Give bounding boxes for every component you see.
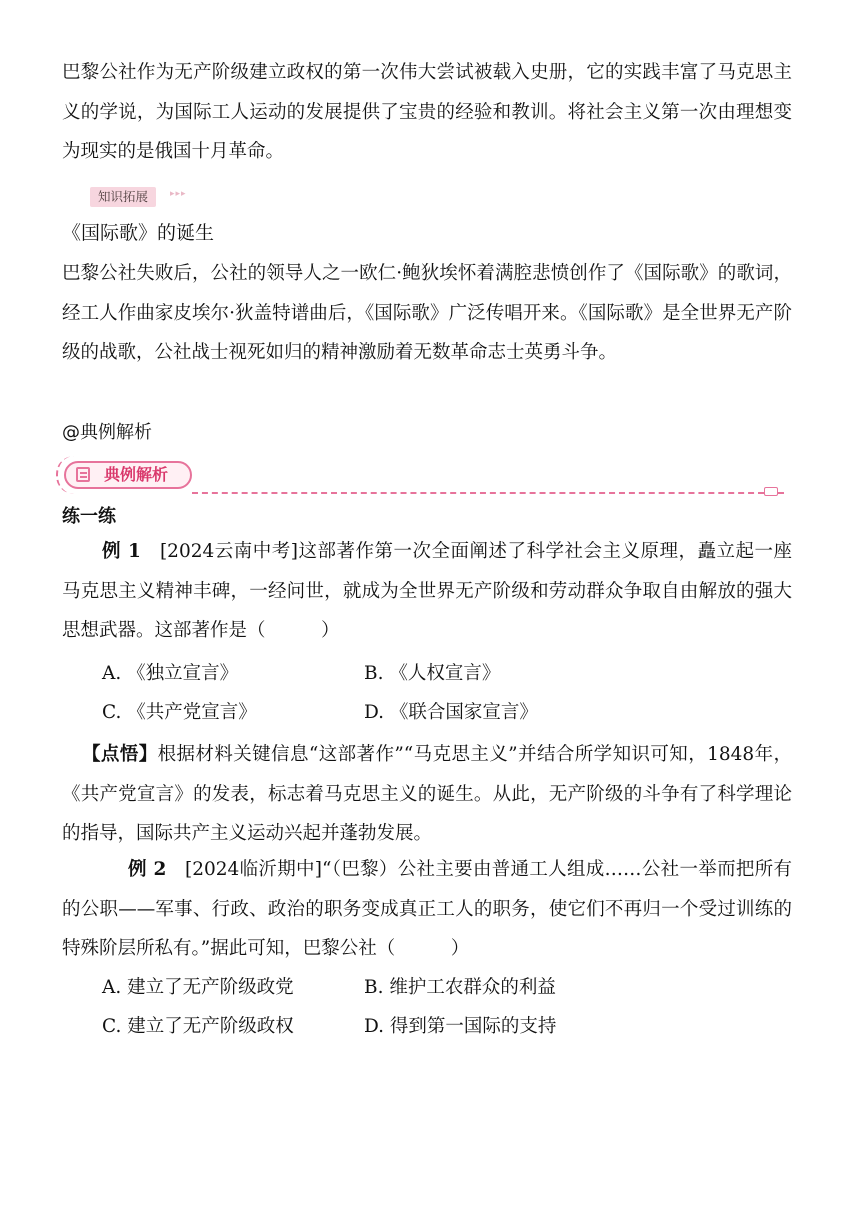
example2-option-a[interactable]: A. 建立了无产阶级政党 [102, 977, 294, 998]
example1-option-d[interactable]: D. 《联合国家宣言》 [364, 702, 538, 723]
knowledge-tag: 知识拓展 [90, 187, 156, 207]
knowledge-paragraph: 巴黎公社失败后，公社的领导人之一欧仁·鲍狄埃怀着满腔悲愤创作了《国际歌》的歌词，经工人作曲家皮埃尔·狄盖特谱曲后，《国际歌》广泛传唱开来。《国际歌》是全世界无产阶级的战歌，公社战士视死如归的精神激励着无数革命志士英勇斗争。 [62, 263, 792, 363]
example2-option-d[interactable]: D. 得到第一国际的支持 [364, 1016, 557, 1037]
tag-arrows-icon: ▸▸▸ [170, 189, 187, 199]
banner-divider [192, 492, 764, 494]
example1-option-a[interactable]: A. 《独立宣言》 [102, 663, 239, 684]
example1-hint [62, 735, 792, 854]
intro-paragraph: 巴黎公社作为无产阶级建立政权的第一次伟大尝试被载入史册，它的实践丰富了马克思主义的学说，为国际工人运动的发展提供了宝贵的经验和教训。将社会主义第一次由理想变为现实的是俄国十月革命。 [62, 62, 792, 162]
banner-label: 典例解析 [104, 465, 169, 484]
example1-option-c[interactable]: C. 《共产党宣言》 [102, 702, 257, 723]
hint-text: 根据材料关键信息“这部著作”“马克思主义”并结合所学知识可知，1848年，《共产党宣言》的发表，标志着马克思主义的诞生。从此，无产阶级的斗争有了科学理论的指导，国际共产主义运动兴起并蓬勃发展。 [62, 744, 792, 844]
divider-end [778, 492, 784, 494]
example2-question [62, 850, 792, 969]
hint-label: 【点悟】 [82, 744, 158, 765]
practice-title: 练一练 [62, 506, 116, 527]
knowledge-title: 《国际歌》的诞生 [62, 222, 215, 244]
example2-option-b[interactable]: B. 维护工农群众的利益 [364, 977, 556, 998]
section-marker: @典例解析 [62, 422, 152, 443]
example1-text: [2024云南中考]这部著作第一次全面阐述了科学社会主义原理，矗立起一座马克思主义精神丰碑，一经问世，就成为全世界无产阶级和劳动群众争取自由解放的强大思想武器。这部著作是（ ） [62, 541, 792, 641]
example1-question [62, 532, 792, 651]
example2-label: 例 2 [128, 859, 167, 880]
example2-text: [2024临沂期中]“（巴黎）公社主要由普通工人组成……公社一举而把所有的公职——军事、行政、政治的职务变成真正工人的职务，使它们不再归一个受过训练的特殊阶层所私有。”据此可知，巴黎公社（ ） [62, 859, 792, 959]
example2-option-c[interactable]: C. 建立了无产阶级政权 [102, 1016, 294, 1037]
example1-label: 例 1 [102, 541, 141, 562]
document-icon [76, 467, 90, 482]
example1-option-b[interactable]: B. 《人权宣言》 [364, 663, 501, 684]
pencil-icon [764, 487, 778, 496]
